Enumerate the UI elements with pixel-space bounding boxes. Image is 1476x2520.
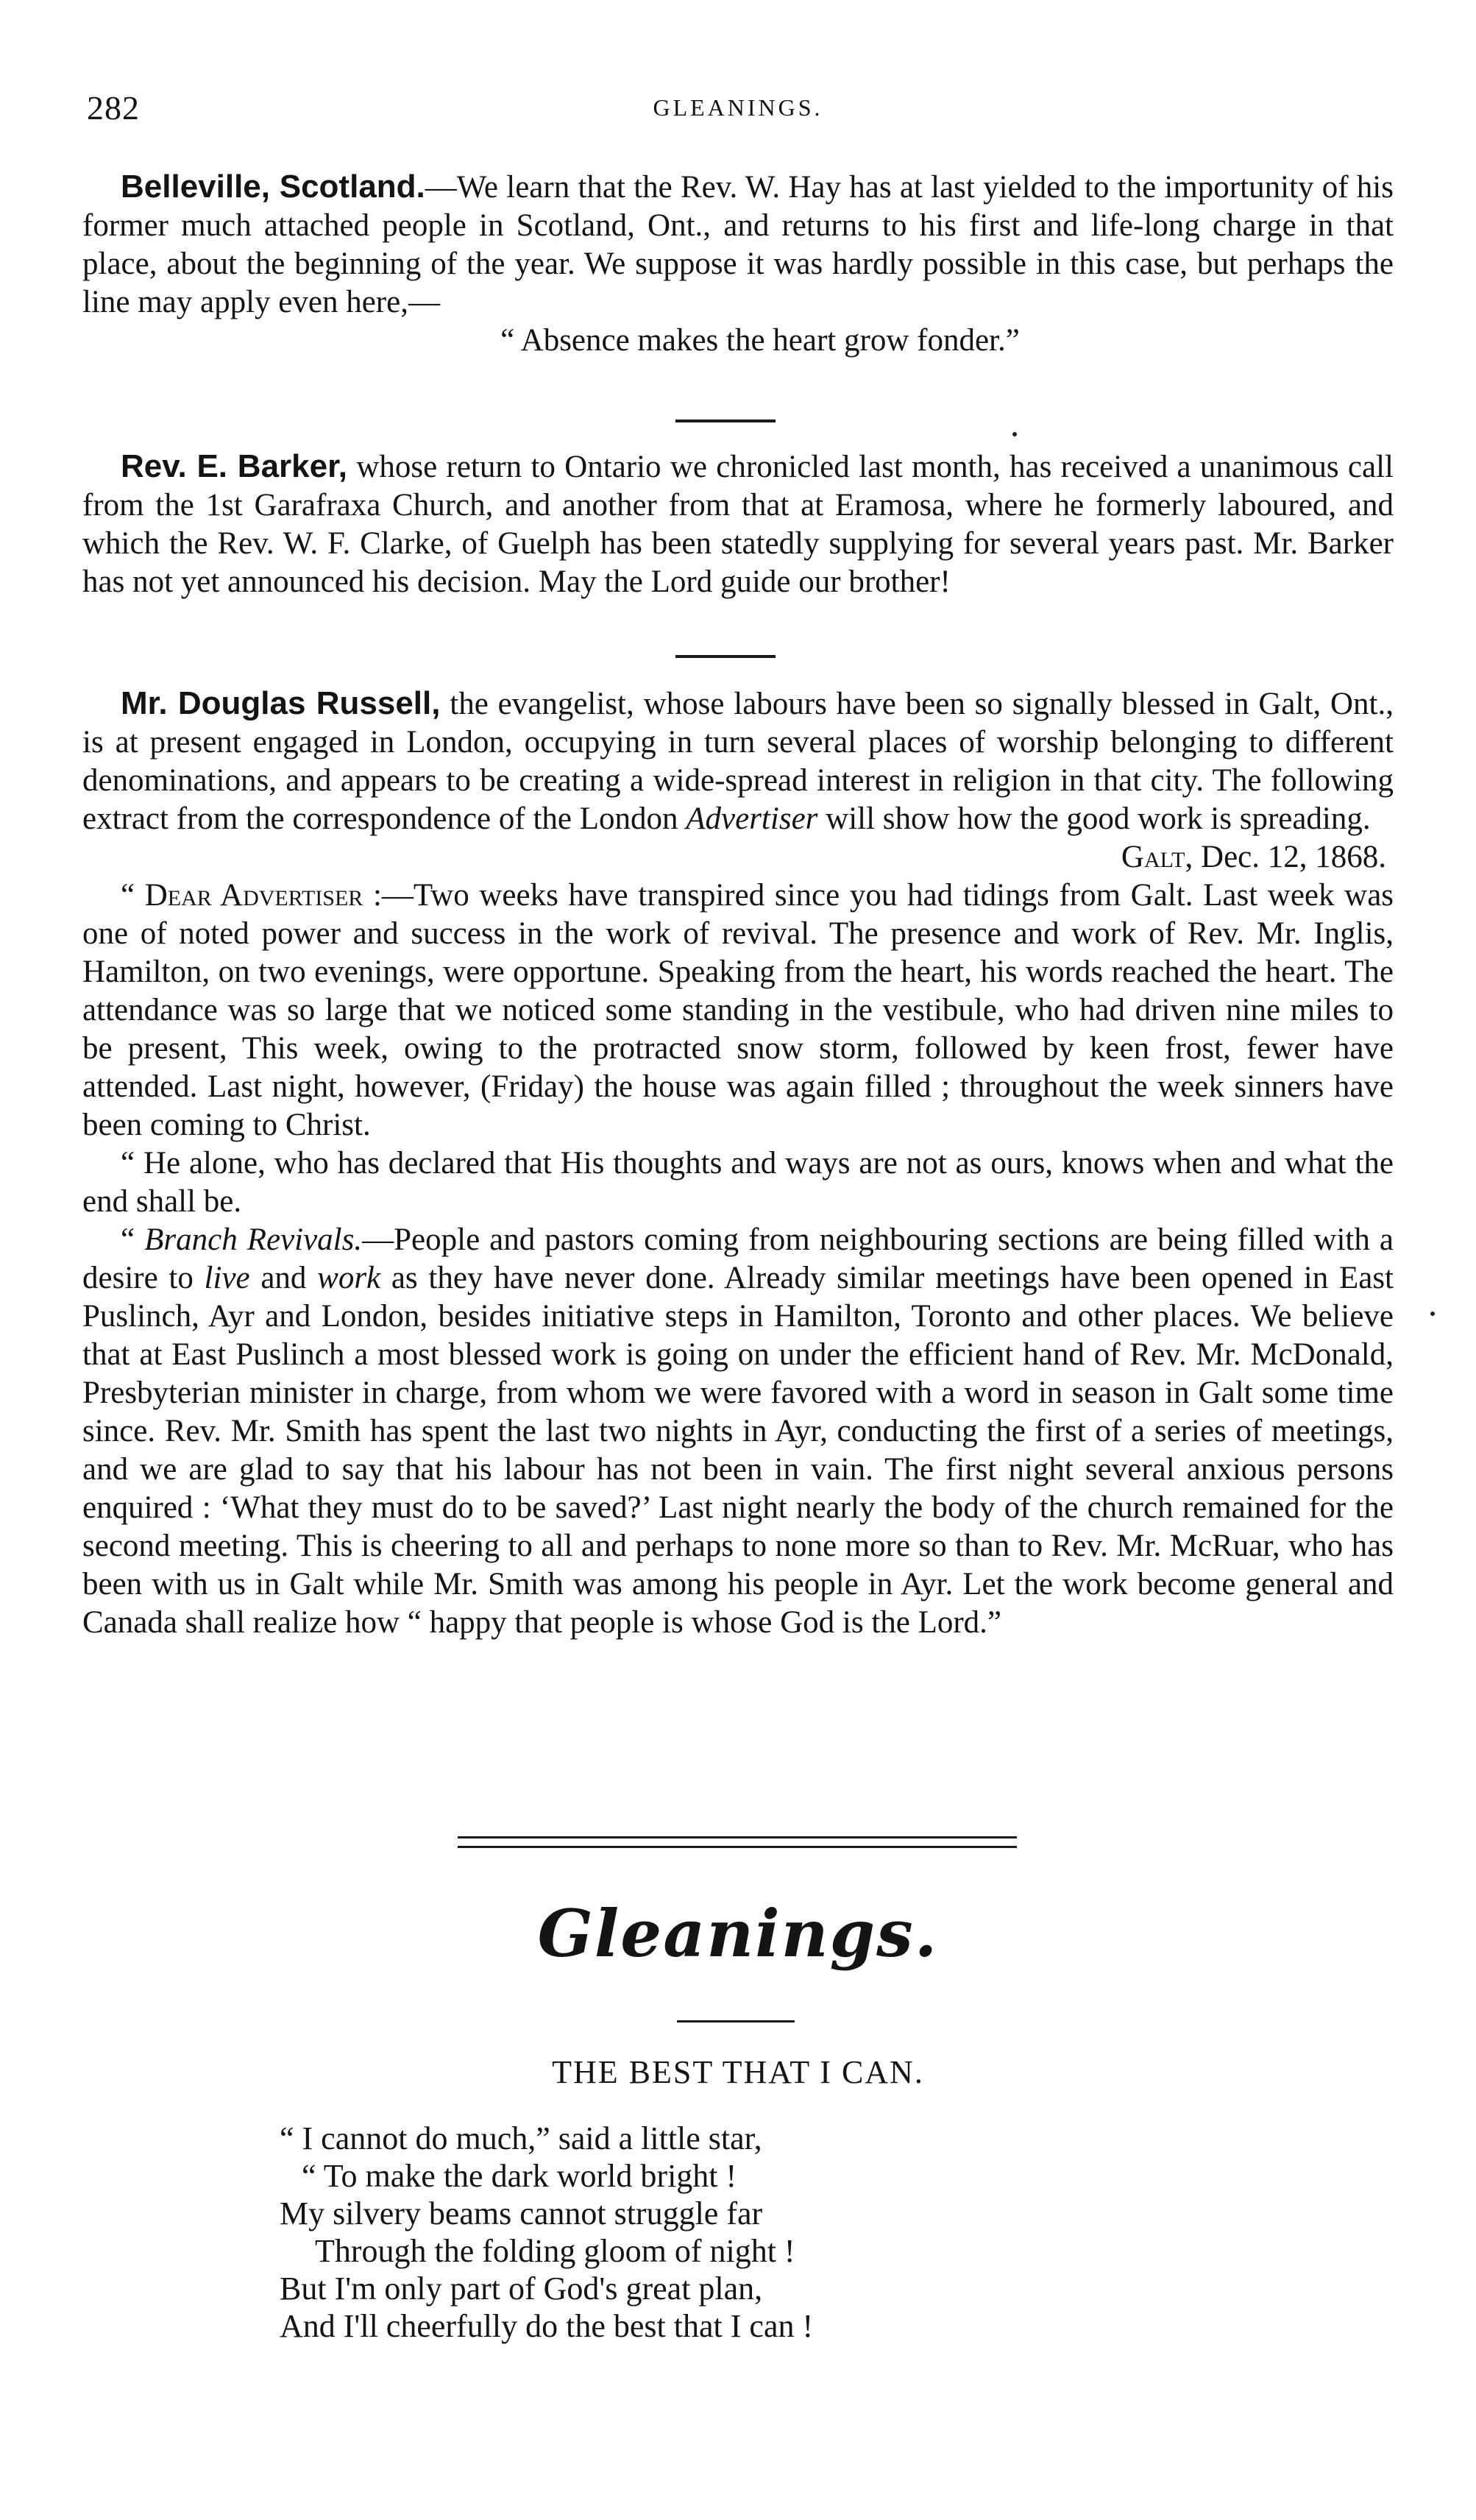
poem-title: THE BEST THAT I CAN. (552, 2054, 924, 2090)
poem-line: “ To make the dark world bright ! (302, 2158, 737, 2194)
letter-p1-text: —Two weeks have transpired since you had tidings from Galt. Last week was one of noted power and success in the work of revival. The presence and work of Rev. Mr. Inglis, Hamilton, on two evenings, were opportune. Speaking from the heart, his words reached the heart. The attendance was so large that we noticed some standing in the vestibule, who had driven nine miles to be present, This week, owing to the protracted snow storm, followed by keen frost, fewer have attended. Last night, however, (Friday) the house was again filled ; throughout the week sinners have been coming to Christ. (82, 878, 1394, 1142)
print-speck (1012, 432, 1017, 436)
running-head (87, 88, 1389, 132)
belleville-paragraph (82, 168, 1394, 322)
poem-line: But I'm only part of God's great plan, (280, 2271, 763, 2307)
letter-paragraph-1 (82, 877, 1394, 1144)
letter-dateline (82, 838, 1394, 877)
dateline-date: Dec. 12, 1868. (1193, 840, 1386, 874)
page-number: 282 (87, 89, 140, 127)
heading-underline (677, 2020, 795, 2022)
letter-p3-open: “ (121, 1222, 145, 1257)
section-divider (675, 655, 776, 658)
russell-lead: Mr. Douglas Russell, (121, 685, 441, 721)
letter-p3-text-a: —People and pastors coming from neighbouring sections are being filled with a desire to (82, 1222, 1394, 1295)
letter-p3-text-c: as they have never done. Already similar meetings have been opened in East Puslinch, Ayr and London, besides initiative steps in Hamilton, Toronto and other places. We believe that at East Puslinch a most blessed work is going on under the efficient hand of Rev. Mr. McDonald, Presbyterian minister in charge, from whom we were favored with a word in season in Galt some time since. Rev. Mr. Smith has spent the last two nights in Ayr, conducting the first of a series of meetings, and we are glad to say that his labour has not been in vain. The first night several anxious persons enquired : ‘What they must do to be saved?’ Last night nearly the body of the church remained for the second meeting. This is cheering to all and perhaps to none more so than to Rev. Mr. McRuar, who has been with us in Galt while Mr. Smith was among his people in Ayr. Let the work become general and Canada shall realize how “ happy that people is whose God is the Lord.” (82, 1261, 1394, 1640)
poem-line: Through the folding gloom of night ! (315, 2233, 795, 2269)
belleville-lead: Belleville, Scotland. (121, 169, 425, 205)
poem-line: My silvery beams cannot struggle far (280, 2195, 763, 2231)
belleville-quote: “ Absence makes the heart grow fonder.” (500, 323, 1020, 358)
russell-text-1: the evangelist, whose labours have been so signally blessed in Galt, Ont., is at present engaged in London, occupying in turn several places of worship belonging to different denominations, and appears to be creating a wide-spread interest in religion in that city. The following extract from the correspondence of the London (82, 687, 1394, 836)
poem-line: And I'll cheerfully do the best that I can ! (280, 2308, 814, 2344)
dateline-place: Galt, (1121, 840, 1193, 874)
barker-paragraph (82, 447, 1394, 601)
section-heading: Gleanings. (537, 1895, 939, 1972)
russell-text-2: will show how the good work is spreading. (817, 801, 1371, 836)
letter-salutation: “ Dear Advertiser : (121, 878, 382, 913)
russell-newspaper-name: Advertiser (686, 801, 818, 836)
poem-line: “ I cannot do much,” said a little star, (280, 2120, 762, 2156)
letter-p3-live: live (204, 1261, 250, 1295)
belleville-item (82, 168, 1394, 360)
russell-paragraph (82, 684, 1394, 838)
letter-p3-heading: Branch Revivals. (144, 1222, 363, 1257)
belleville-text: —We learn that the Rev. W. Hay has at last yielded to the importunity of his former much attached people in Scotland, Ont., and returns to his first and life-long charge in that place, about the beginning of the year. We suppose it was hardly possible in this case, but perhaps the line may apply even here,— (82, 170, 1394, 319)
section-divider (675, 420, 776, 422)
barker-text: whose return to Ontario we chronicled last month, has received a unanimous call from the 1st Garafraxa Church, and another from that at Eramosa, where he formerly laboured, and which the Rev. W. F. Clarke, of Guelph has been statedly supplying for several years past. Mr. Barker has not yet announced his decision. May the Lord guide our brother! (82, 450, 1394, 599)
running-title: GLEANINGS. (653, 94, 823, 121)
russell-item (82, 684, 1394, 1642)
barker-item (82, 447, 1394, 601)
letter-paragraph-3 (82, 1221, 1394, 1642)
letter-p3-work: work (317, 1261, 381, 1295)
letter-p3-text-b: and (249, 1261, 318, 1295)
double-rule (458, 1836, 1017, 1848)
poem (280, 2120, 1236, 2345)
print-speck (1430, 1312, 1435, 1316)
letter-paragraph-2: “ He alone, who has declared that His thoughts and ways are not as ours, knows when and what the end shall be. (82, 1146, 1394, 1219)
barker-lead: Rev. E. Barker, (121, 448, 348, 484)
